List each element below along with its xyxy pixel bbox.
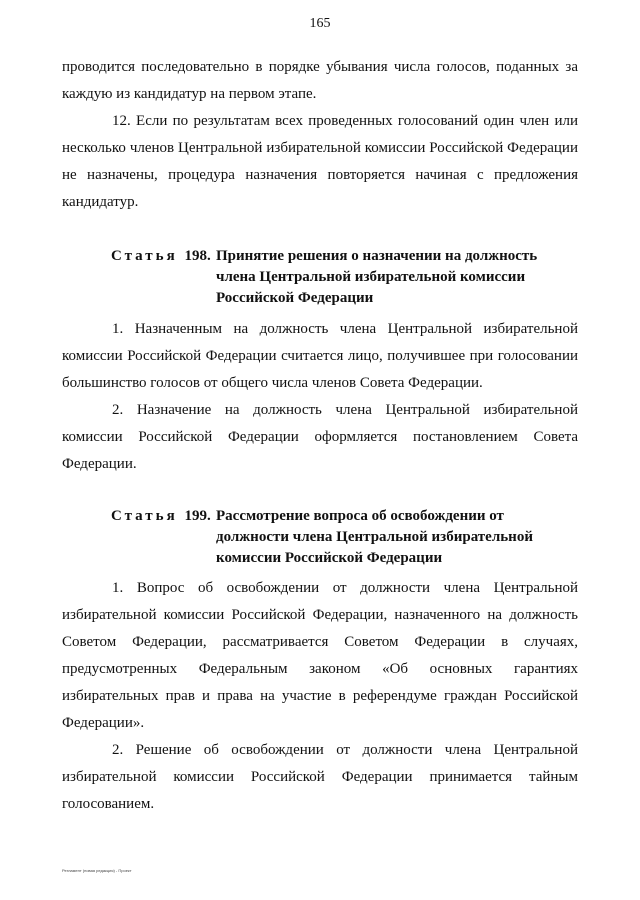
article-199-label: Статья 199. [111, 508, 211, 524]
paragraph-item-12: 12. Если по результатам всех проведенных голосований один член или несколько членов Центральной избирательной комиссии Российской Федерации не назначены, процедура назначения повторяется начиная с предложения кандидатур. [62, 113, 578, 210]
article-199-title: Рассмотрение вопроса об освобождении от должности члена Центральной избирательной комиссии Российской Федерации [216, 508, 533, 566]
article-198-paragraph-1: 1. Назначенным на должность члена Центральной избирательной комиссии Российской Федерации считается лицо, получившее при голосовании большинство голосов от общего числа членов Совета Федерации. [62, 321, 578, 391]
article-199-paragraph-1: 1. Вопрос об освобождении от должности члена Центральной избирательной комиссии Российской Федерации, назначенного на должность Советом Федерации, рассматривается Советом Федерации в случаях, предусмотренных Федеральным законом «Об основных гарантиях избирательных прав и права на участие в референдуме граждан Российской Федерации». [62, 580, 578, 731]
article-199-paragraph-2: 2. Решение об освобождении от должности члена Центральной избирательной комиссии Российской Федерации принимается тайным голосованием. [62, 742, 578, 812]
page-number: 165 [309, 16, 331, 31]
paragraph-continuation: проводится последовательно в порядке убывания числа голосов, поданных за каждую из кандидатур на первом этапе. [62, 59, 578, 102]
article-198-paragraph-2: 2. Назначение на должность члена Центральной избирательной комиссии Российской Федерации оформляется постановлением Совета Федерации. [62, 402, 578, 472]
footer-note: Регламент (новая редакция) - Проект [62, 868, 132, 873]
article-198-title: Принятие решения о назначении на должность члена Центральной избирательной комиссии Российской Федерации [216, 248, 538, 306]
article-198-label: Статья 198. [111, 248, 211, 264]
